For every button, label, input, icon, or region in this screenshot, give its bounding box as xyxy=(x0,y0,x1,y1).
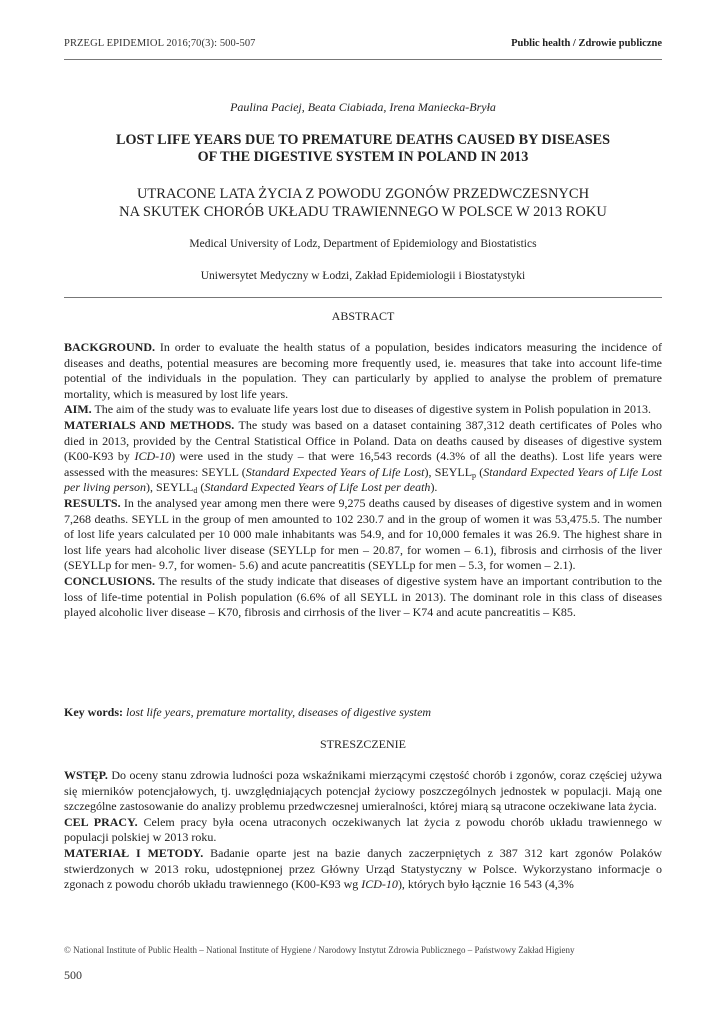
title-polish xyxy=(64,186,662,221)
metody-icd: ICD-10 xyxy=(361,877,398,892)
abstract-results xyxy=(64,496,662,574)
abstract-body xyxy=(64,340,662,621)
results-text: In the analysed year among men there were 9,275 deaths caused by diseases of digestive system and in women 7,268 deaths. SEYLL in the group of men amounted to 102 230.7 and in the group of women it was 53,475.5. The number of lost life years calculated per 10 000 male inhabitants was 54.9, and for 10,000 females it was 26.9. The highest share in lost life years had alcoholic liver disease (SEYLLp for men – 20.87, for women – 6.1), fibrosis and cirrhosis of the liver (SEYLLp for men- 9.7, for women- 5.6) and acute pancreatitis (SEYLLp for men – 5.3, for women – 2.1). xyxy=(64,495,662,573)
methods-text-1: The study was based on a dataset containing 387,312 death certificates of Poles who died in 2013, provided by the Central Statistical Office in Poland. Data on deaths caused by diseases of digestive system (K00-K93 by xyxy=(64,417,662,464)
keywords-label: Key words: xyxy=(64,705,123,719)
methods-text-6: ( xyxy=(197,480,205,495)
conclusions-label: CONCLUSIONS. xyxy=(64,573,156,588)
streszczenie-metody xyxy=(64,846,662,893)
affiliation-english: Medical University of Lodz, Department of Epidemiology and Biostatistics xyxy=(189,238,537,250)
background-label: BACKGROUND. xyxy=(64,340,156,354)
methods-text-4: ( xyxy=(476,464,484,479)
abstract-divider xyxy=(64,297,662,298)
authors: Paulina Paciej, Beata Ciabiada, Irena Maniecka-Bryła xyxy=(230,100,496,114)
metody-text-1: Badanie oparte jest na bazie danych zaczerpniętych z 387 312 kart zgonów Polaków stwierdzonych w 2013 roku, udostępnionej przez Główny Urząd Statystyczny w Polsce. Wykorzystano informacje o zgonach z powodu chorób układu trawiennego (K00-K93 wg xyxy=(64,845,662,892)
streszczenie-heading: STRESZCZENIE xyxy=(320,737,406,751)
metody-label: MATERIAŁ I METODY. xyxy=(64,845,204,860)
abstract-heading: ABSTRACT xyxy=(331,309,395,323)
keywords xyxy=(64,705,662,720)
methods-sub-p: p xyxy=(472,470,477,480)
streszczenie-wstep xyxy=(64,768,662,815)
metody-text-2: ), których było łącznie 16 543 (4,3% xyxy=(397,877,574,892)
title-english-line-2: OF THE DIGESTIVE SYSTEM IN POLAND IN 2013 xyxy=(197,149,529,165)
page-number: 500 xyxy=(64,968,82,982)
methods-text-5: ), SEYLL xyxy=(146,480,194,495)
abstract-methods xyxy=(64,418,662,496)
copyright-footer: © National Institute of Public Health – National Institute of Hygiene / Narodowy Instytut Zdrowia Publicznego – Państwowy Zakład Higieny xyxy=(64,945,575,955)
section-label: Public health / Zdrowie publiczne xyxy=(511,38,662,49)
wstep-text: Do oceny stanu zdrowia ludności poza wskaźnikami mierzącymi częstość chorób i zgonów, coraz częściej używa się mierników potencjałowych, tj. uwzględniających potencjał życiowy poszczególnych jednostek w populacji. Mają one szczególne zastosowanie do analizy problemu przedwczesnej umieralności, której miarą są utracone oczekiwane lata życia. xyxy=(64,768,662,814)
abstract-background xyxy=(64,340,662,402)
running-header xyxy=(64,38,662,54)
background-text: In order to evaluate the health status of a population, besides indicators measuring the incidence of diseases and deaths, potential measures are becoming more frequently used, ie. measures that take into account life-time potential of the individuals in the population. They can particularly by applied to analyse the problem of premature mortality, which is measured by lost life years. xyxy=(64,340,662,401)
methods-sub-d: d xyxy=(193,486,198,496)
title-english-line-1: LOST LIFE YEARS DUE TO PREMATURE DEATHS CAUSED BY DISEASES xyxy=(116,132,610,148)
streszczenie-body xyxy=(64,768,662,893)
methods-text-7: ). xyxy=(430,480,438,495)
abstract-conclusions xyxy=(64,574,662,621)
title-english xyxy=(64,132,662,166)
keywords-text: lost life years, premature mortality, diseases of digestive system xyxy=(126,705,432,719)
methods-text-3: ), SEYLL xyxy=(424,464,473,479)
methods-text-2: ) were used in the study – that were 16,543 records (4.3% of all the deaths). Lost life years were assessed with the measures: SEYLL ( xyxy=(64,449,662,479)
aim-label: AIM. xyxy=(64,402,92,417)
conclusions-text: The results of the study indicate that diseases of digestive system have an important contribution to the loss of life-time potential in Polish population (6.6% of all SEYLL in 2013). The dominant role in this class of diseases played alcoholic liver disease – K70, fibrosis and cirrhosis of the liver – K74 and acute pancreatitis – K85. xyxy=(64,573,662,620)
methods-seylld-full: Standard Expected Years of Life Lost per death xyxy=(204,480,431,495)
methods-icd: ICD-10 xyxy=(134,449,172,464)
aim-text: The aim of the study was to evaluate life years lost due to diseases of digestive system in Polish population in 2013. xyxy=(94,402,652,417)
abstract-aim xyxy=(64,402,662,418)
wstep-label: WSTĘP. xyxy=(64,768,108,782)
methods-seyll-full: Standard Expected Years of Life Lost xyxy=(245,464,425,479)
title-polish-line-2: NA SKUTEK CHORÓB UKŁADU TRAWIENNEGO W POLSCE W 2013 ROKU xyxy=(119,203,607,220)
cel-label: CEL PRACY. xyxy=(64,814,138,829)
methods-label: MATERIALS AND METHODS. xyxy=(64,417,235,432)
cel-text: Celem pracy była ocena utraconych oczekiwanych lat życia z powodu chorób układu trawiennego w populacji polskiej w 2013 roku. xyxy=(64,814,663,845)
affiliation-polish: Uniwersytet Medyczny w Łodzi, Zakład Epidemiologii i Biostatystyki xyxy=(200,270,526,282)
results-label: RESULTS. xyxy=(64,495,121,510)
streszczenie-cel xyxy=(64,815,662,846)
title-polish-line-1: UTRACONE LATA ŻYCIA Z POWODU ZGONÓW PRZEDWCZESNYCH xyxy=(136,186,590,202)
methods-seyllp-full: Standard Expected Years of Life Lost per living person xyxy=(64,464,662,495)
journal-citation: PRZEGL EPIDEMIOL 2016;70(3): 500-507 xyxy=(64,38,256,49)
header-divider xyxy=(64,59,662,60)
